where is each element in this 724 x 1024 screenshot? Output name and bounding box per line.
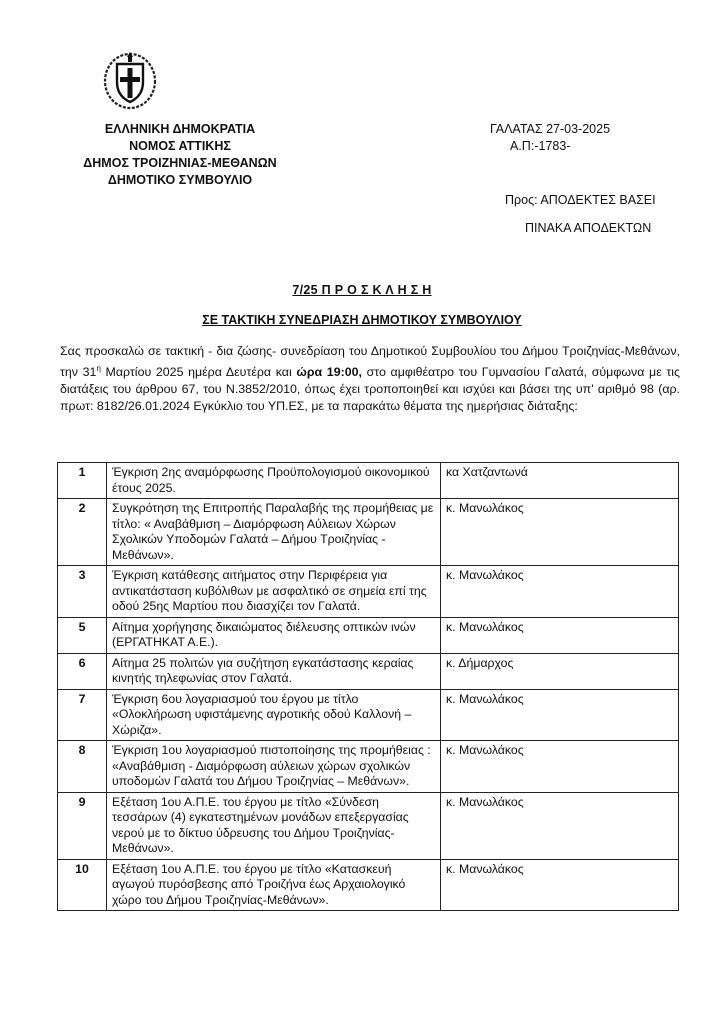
item-number: 10	[58, 859, 107, 911]
item-rapporteur: κ. Μανωλάκος	[441, 741, 679, 793]
item-number: 1	[58, 463, 107, 499]
table-row	[58, 741, 679, 793]
table-row	[58, 792, 679, 859]
intro-ordinal-sup: η	[96, 364, 101, 373]
document-title: 7/25 Π Ρ Ο Σ Κ Λ Η Σ Η	[292, 283, 432, 297]
item-subject: Έγκριση κατάθεσης αιτήματος στην Περιφέρεια για αντικατάσταση κυβόλιθων με ασφαλτικό σε σημεία επί της οδού 25ης Μαρτίου που διασχίζει τον Γαλατά.	[107, 566, 441, 618]
item-subject: Αίτημα χορήγησης δικαιώματος διέλευσης οπτικών ινών (ΕΡΓΑΤΗΚΑΤ Α.Ε.).	[107, 617, 441, 653]
item-rapporteur: κ. Μανωλάκος	[441, 859, 679, 911]
item-number: 2	[58, 499, 107, 566]
issuer-block	[60, 121, 300, 189]
table-row	[58, 617, 679, 653]
item-number: 9	[58, 792, 107, 859]
item-subject: Εξέταση 1ου Α.Π.Ε. του έργου με τίτλο «Σύνδεση τεσσάρων (4) εγκατεστημένων μονάδων επεξεργασίας νερού με το δίκτυο ύδρευσης του Δήμου Τροιζηνίας-Μεθάνων».	[107, 792, 441, 859]
recipient-line-2: ΠΙΝΑΚΑ ΑΠΟΔΕΚΤΩΝ	[525, 221, 652, 235]
item-subject: Έγκριση 6ου λογαριασμού του έργου με τίτλο «Ολοκλήρωση υφιστάμενης αγροτικής οδού Καλλονή – Χώριζα».	[107, 689, 441, 741]
item-subject: Εξέταση 1ου Α.Π.Ε. του έργου με τίτλο «Κατασκευή αγωγού πυρόσβεσης από Τροιζήνα έως Αρχαιολογικό χώρο του Δήμου Τροιζηνίας-Μεθάνων».	[107, 859, 441, 911]
issuer-line: ΔΗΜΟΤΙΚΟ ΣΥΜΒΟΥΛΙΟ	[107, 173, 253, 187]
document-subtitle: ΣΕ ΤΑΚΤΙΚΗ ΣΥΝΕΔΡΙΑΣΗ ΔΗΜΟΤΙΚΟΥ ΣΥΜΒΟΥΛΙΟΥ	[202, 313, 522, 327]
recipient-line-1: Προς: ΑΠΟΔΕΚΤΕΣ ΒΑΣΕΙ	[505, 193, 656, 207]
item-rapporteur: κ. Δήμαρχος	[441, 653, 679, 689]
item-number: 6	[58, 653, 107, 689]
item-number: 5	[58, 617, 107, 653]
item-number: 8	[58, 741, 107, 793]
intro-text-2: Μαρτίου 2025 ημέρα Δευτέρα και	[100, 365, 297, 380]
item-rapporteur: κ. Μανωλάκος	[441, 689, 679, 741]
item-rapporteur: κ. Μανωλάκος	[441, 499, 679, 566]
item-subject: Αίτημα 25 πολιτών για συζήτηση εγκατάστασης κεραίας κινητής τηλεφωνίας στον Γαλατά.	[107, 653, 441, 689]
place-date: ΓΑΛΑΤΑΣ 27-03-2025	[490, 122, 611, 136]
item-rapporteur: κ. Μανωλάκος	[441, 617, 679, 653]
item-subject: Έγκριση 2ης αναμόρφωσης Προϋπολογισμού οικονομικού έτους 2025.	[107, 463, 441, 499]
table-row	[58, 566, 679, 618]
date-reference-block	[490, 121, 610, 155]
agenda-table	[57, 462, 679, 911]
item-subject: Έγκριση 1ου λογαριασμού πιστοποίησης της προμήθειας : «Αναβάθμιση - Διαμόρφωση αύλειων χώρων σχολικών υποδομών Γαλατά του Δήμου Τροιζηνίας – Μεθάνων».	[107, 741, 441, 793]
item-number: 7	[58, 689, 107, 741]
item-rapporteur: κ. Μανωλάκος	[441, 792, 679, 859]
item-rapporteur: κα Χατζαντωνά	[441, 463, 679, 499]
protocol-number: Α.Π:-1783-	[510, 139, 571, 153]
table-row	[58, 653, 679, 689]
item-number: 3	[58, 566, 107, 618]
issuer-line: ΝΟΜΟΣ ΑΤΤΙΚΗΣ	[129, 139, 231, 153]
item-rapporteur: κ. Μανωλάκος	[441, 566, 679, 618]
intro-text-1: Σας προσκαλώ σε τακτική - δια ζώσης- συνεδρίαση του Δημοτικού Συμβουλίου του Δήμου Τροιζηνίας-Μεθάνων, την 31	[60, 344, 680, 380]
table-row	[58, 859, 679, 911]
table-row	[58, 499, 679, 566]
table-row	[58, 463, 679, 499]
intro-paragraph	[60, 343, 680, 415]
coat-of-arms-emblem	[103, 48, 157, 110]
intro-text-3: στο αμφιθέατρο του Γυμνασίου Γαλατά, σύμφωνα με τις διατάξεις του άρθρου 67, του Ν.3852/2010, όπως έχει τροποποιηθεί και ισχύει και βάσει της υπ' αριθμό 98 (αρ. πρωτ: 8182/26.01.2024 Εγκύκλιο του ΥΠ.ΕΣ, με τα παρακάτω θέματα της ημερήσιας διάταξης:	[60, 365, 681, 414]
item-subject: Συγκρότηση της Επιτροπής Παραλαβής της προμήθειας με τίτλο: « Αναβάθμιση – Διαμόρφωση Αύλειων Χώρων Σχολικών Υποδομών Γαλατά – Δήμου Τροιζηνίας - Μεθάνων».	[107, 499, 441, 566]
table-row	[58, 689, 679, 741]
issuer-line: ΔΗΜΟΣ ΤΡΟΙΖΗΝΙΑΣ-ΜΕΘΑΝΩΝ	[83, 156, 277, 170]
issuer-line: ΕΛΛΗΝΙΚΗ ΔΗΜΟΚΡΑΤΙΑ	[104, 122, 256, 136]
meeting-time: ώρα 19:00,	[296, 365, 362, 380]
